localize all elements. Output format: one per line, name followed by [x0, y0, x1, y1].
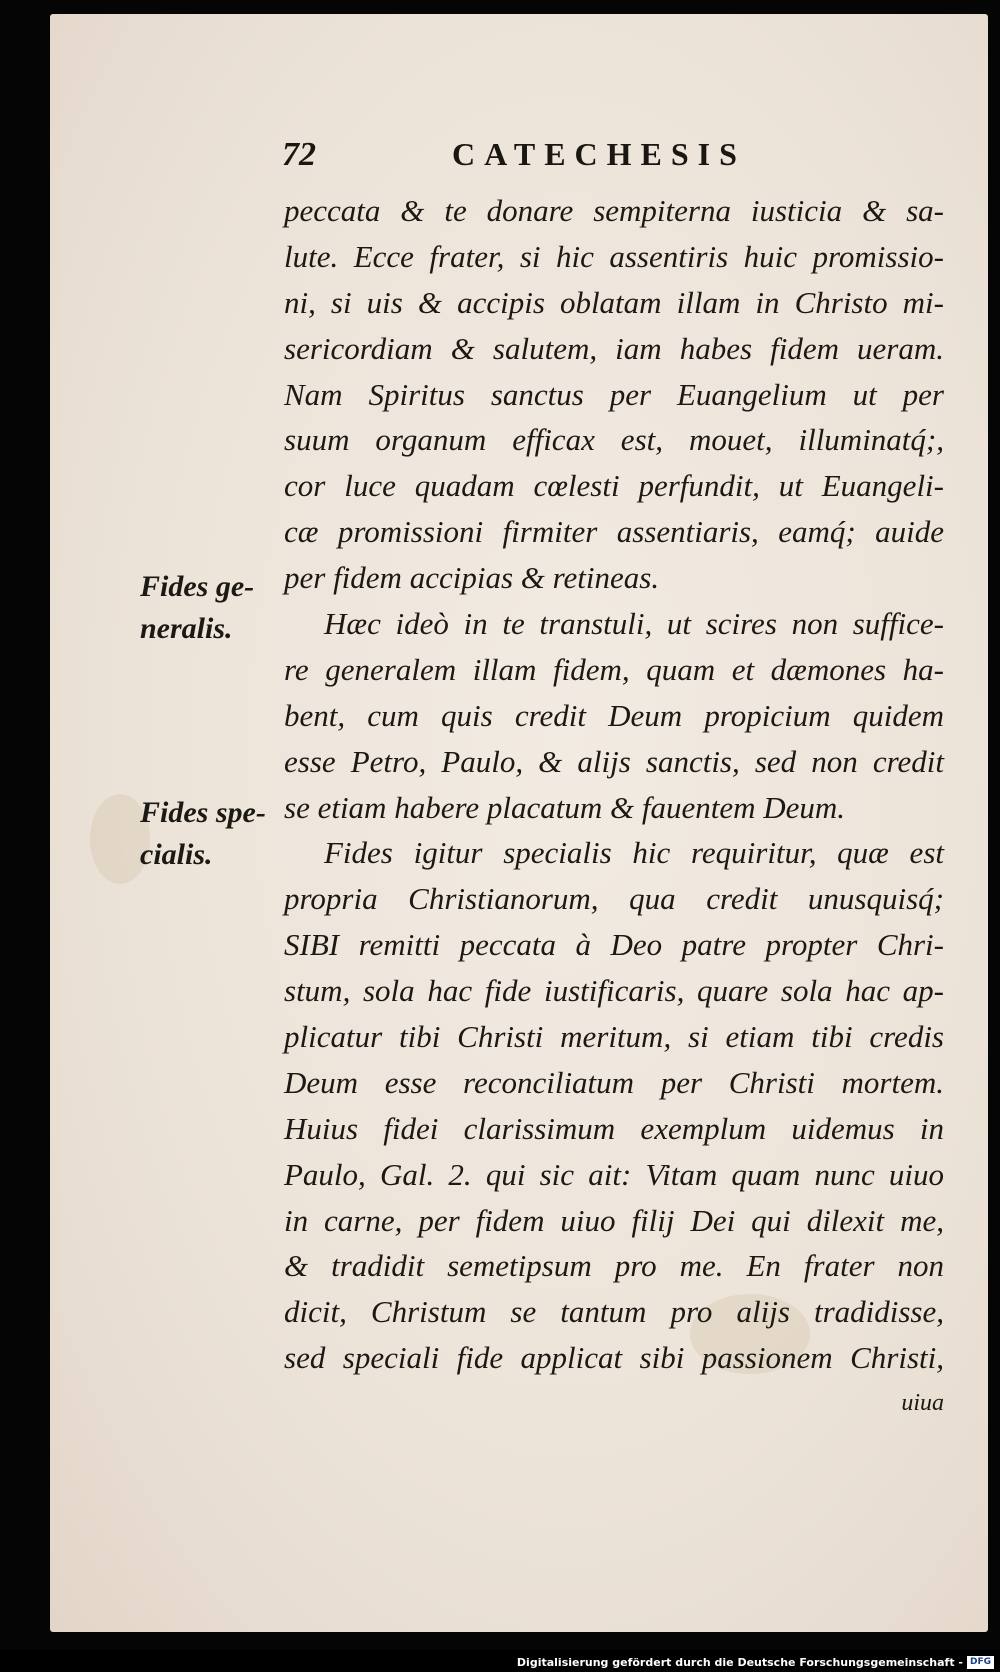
- text-line: bent, cum quis credit Deum propicium quidem: [284, 697, 944, 733]
- digitization-credit: [517, 1652, 994, 1672]
- text-line: in carne, per fidem uiuo filij Dei qui dilexit me,: [284, 1202, 944, 1238]
- text-line: sed speciali fide applicat sibi passionem Christi,: [284, 1340, 944, 1376]
- text-line: Deum esse reconciliatum per Christi mortem.: [284, 1064, 944, 1100]
- marginal-note: [140, 566, 275, 650]
- page-number: 72: [282, 136, 316, 173]
- text-line: suum organum efficax est, mouet, illuminatq́;,: [284, 422, 944, 458]
- running-title: CATECHESIS: [452, 136, 746, 172]
- text-line: Nam Spiritus sanctus per Euangelium ut per: [284, 376, 944, 412]
- text-line: plicatur tibi Christi meritum, si etiam tibi credis: [284, 1019, 944, 1055]
- marginal-note-text: Fides spe-cialis.: [140, 796, 266, 871]
- catchword: uiua: [901, 1390, 944, 1417]
- page-header: [282, 136, 802, 176]
- dfg-logo: DFG: [967, 1656, 994, 1669]
- text-line: re generalem illam fidem, quam et dæmones ha-: [284, 651, 944, 687]
- text-line: se etiam habere placatum & fauentem Deum.: [284, 789, 846, 825]
- body-text: [284, 188, 944, 1427]
- text-line: ni, si uis & accipis oblatam illam in Christo mi-: [284, 284, 944, 320]
- text-line: sericordiam & salutem, iam habes fidem ueram.: [284, 330, 944, 366]
- text-line: lute. Ecce frater, si hic assentiris huic promissio-: [284, 238, 944, 274]
- text-line: Huius fidei clarissimum exemplum uidemus in: [284, 1110, 944, 1146]
- text-line: per fidem accipias & retineas.: [284, 560, 660, 596]
- marginal-note-text: Fides ge-neralis.: [140, 570, 255, 645]
- text-line: esse Petro, Paulo, & alijs sanctis, sed non credit: [284, 743, 944, 779]
- text-line: SIBI remitti peccata à Deo patre propter Chri-: [284, 927, 944, 963]
- text-line: Fides igitur specialis hic requiritur, quæ est: [324, 835, 944, 871]
- text-line: Hæc ideò in te transtuli, ut scires non suffice-: [324, 606, 944, 642]
- text-line: cor luce quadam cœlesti perfundit, ut Euangeli-: [284, 468, 944, 504]
- text-line: peccata & te donare sempiterna iusticia & sa-: [284, 193, 944, 228]
- text-line: stum, sola hac fide iustificaris, quare sola hac ap-: [284, 973, 944, 1009]
- credit-text: Digitalisierung gefördert durch die Deutsche Forschungsgemeinschaft -: [516, 1655, 963, 1669]
- marginal-note: [140, 792, 275, 876]
- text-line: cæ promissioni firmiter assentiaris, eamq́; auide: [284, 514, 944, 550]
- text-line: dicit, Christum se tantum pro alijs tradidisse,: [284, 1294, 944, 1330]
- text-line: Paulo, Gal. 2. qui sic ait: Vitam quam nunc uiuo: [284, 1156, 944, 1192]
- text-line: & tradidit semetipsum pro me. En frater non: [284, 1248, 944, 1284]
- text-line: propria Christianorum, qua credit unusquisq́;: [284, 881, 944, 917]
